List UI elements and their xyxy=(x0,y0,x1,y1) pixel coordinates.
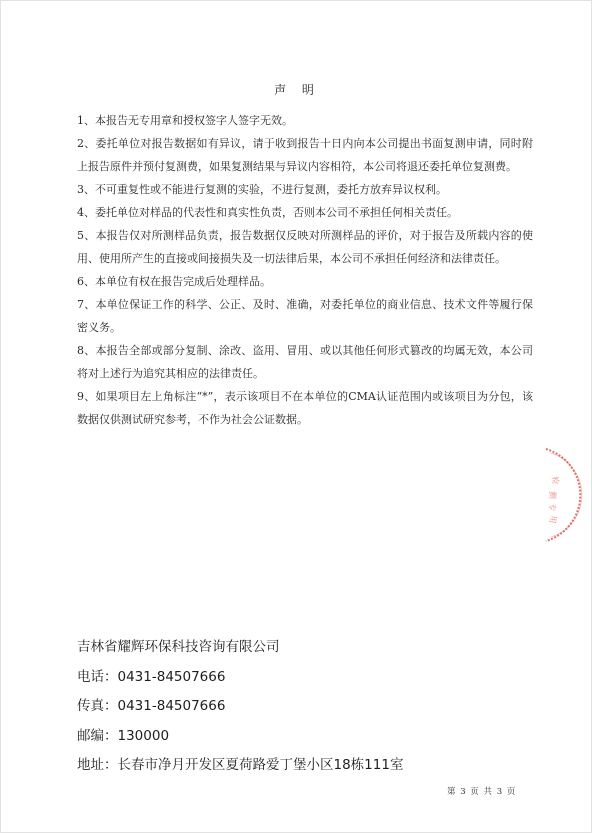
svg-text:专: 专 xyxy=(547,502,557,512)
seal-graphic xyxy=(542,447,590,543)
statement-item: 9、如果项目左上角标注“*”，表示该项目不在本单位的CMA认证范围内或该项目为分包，该数据仅供测试研究参考，不作为社会公证数据。 xyxy=(77,390,533,426)
statement-item: 3、不可重复性或不能进行复测的实验，不进行复测，委托方放弃异议权利。 xyxy=(77,183,447,196)
company-fax: 传真：0431-84507666 xyxy=(77,698,226,714)
statement-list xyxy=(77,109,533,431)
statement-heading: 声 明 xyxy=(274,83,320,97)
statement-item: 7、本单位保证工作的科学、公正、及时、准确，对委托单位的商业信息、技术文件等履行保密义务。 xyxy=(77,298,533,334)
statement-item: 2、委托单位对报告数据如有异议，请于收到报告十日内向本公司提出书面复测申请，同时附上报告原件并预付复测费，如果复测结果与异议内容相符，本公司将退还委托单位复测费。 xyxy=(77,137,533,173)
company-address: 地址：长春市净月开发区夏荷路爱丁堡小区18栋111室 xyxy=(77,757,404,773)
statement-item: 6、本单位有权在报告完成后处理样品。 xyxy=(77,275,271,288)
statement-item: 4、委托单位对样品的代表性和真实性负责，否则本公司不承担任何相关责任。 xyxy=(77,206,458,219)
svg-text:测: 测 xyxy=(548,491,557,499)
statement-item: 5、本报告仅对所测样品负责，报告数据仅反映对所测样品的评价，对于报告及所载内容的使用、使用所产生的直接或间接损失及一切法律后果，本公司不承担任何经济和法律责任。 xyxy=(77,229,533,265)
company-seal-stamp xyxy=(542,447,590,543)
statement-item: 1、本报告无专用章和授权签字人签字无效。 xyxy=(77,114,293,127)
page-number: 第 3 页 共 3 页 xyxy=(447,787,517,797)
company-contact-block xyxy=(77,633,517,781)
statement-item: 8、本报告全部或部分复制、涂改、盗用、冒用、或以其他任何形式篡改的均属无效，本公司将对上述行为追究其相应的法律责任。 xyxy=(77,344,533,380)
company-postcode: 邮编：130000 xyxy=(77,727,170,744)
company-name: 吉林省耀辉环保科技咨询有限公司 xyxy=(77,639,280,655)
svg-text:用: 用 xyxy=(547,514,558,525)
svg-text:检: 检 xyxy=(550,475,561,486)
company-phone: 电话：0431-84507666 xyxy=(77,668,226,685)
